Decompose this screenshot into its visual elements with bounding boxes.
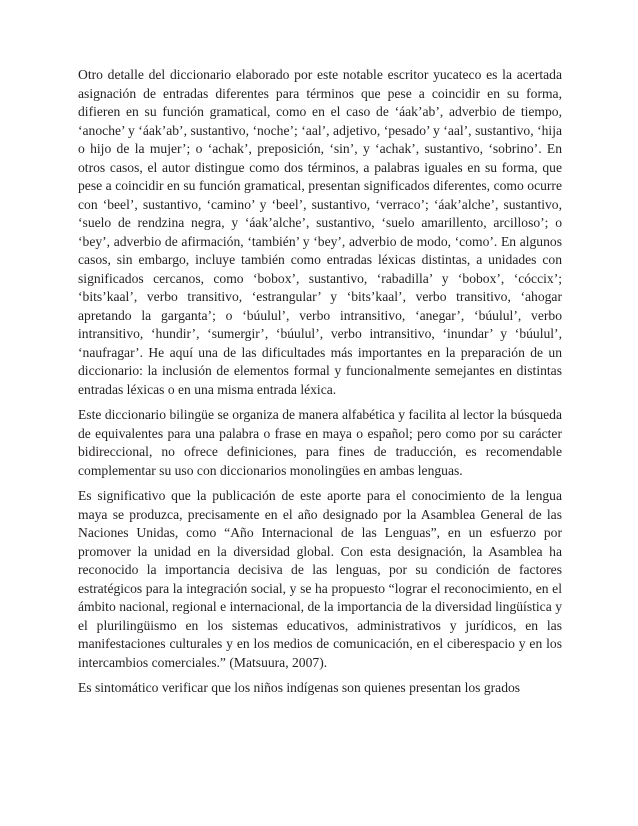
document-page	[78, 66, 562, 705]
paragraph-dictionary-entries: Otro detalle del diccionario elaborado por este notable escritor yucateco es la acertada asignación de entradas diferentes para términos que pese a coincidir en su forma, difieren en su función gramatical, como en el caso de ‘áak’ab’, adverbio de tiempo, ‘anoche’ y ‘áak’ab’, sustantivo, ‘noche’; ‘aal’, adjetivo, ‘pesado’ y ‘aal’, sustantivo, ‘hija o hijo de la mujer’; o ‘achak’, preposición, ‘sin’, y ‘achak’, sustantivo, ‘sobrino’. En otros casos, el autor distingue como dos términos, a palabras iguales en su forma, que pese a coincidir en su función gramatical, presentan significados diferentes, como ocurre con ‘beel’, sustantivo, ‘camino’ y ‘beel’, sustantivo, ‘verraco’; ‘áak’alche’, sustantivo, ‘suelo de rendzina negra, y ‘áak’alche’, sustantivo, ‘suelo amarillento, arcilloso’; o ‘bey’, adverbio de afirmación, ‘también’ y ‘bey’, adverbio de modo, ‘como’. En algunos casos, sin embargo, incluye también como entradas léxicas distintas, a unidades con significados cercanos, como ‘bobox’, sustantivo, ‘rabadilla’ y ‘bobox’, ‘cóccix’; ‘bits’kaal’, verbo transitivo, ‘estrangular’ y ‘bits’kaal’, verbo transitivo, ‘ahogar apretando la garganta’; o ‘búulul’, verbo intransitivo, ‘anegar’, ‘búulul’, verbo intransitivo, ‘hundir’, ‘sumergir’, ‘búulul’, verbo intransitivo, ‘inundar’ y ‘búulul’, ‘naufragar’. He aquí una de las dificultades más importantes en la preparación de un diccionario: la inclusión de elementos formal y funcionalmente semejantes en distintas entradas léxicas o en una misma entrada léxica.	[78, 67, 562, 397]
paragraph-bilingual-organization: Este diccionario bilingüe se organiza de manera alfabética y facilita al lector la búsqueda de equivalentes para una palabra o frase en maya o español; pero como por su carácter bidireccional, no ofrece definiciones, para fines de traducción, es recomendable complementar su uso con diccionarios monolingües en ambas lenguas.	[78, 407, 562, 478]
paragraph-indigenous-children: Es sintomático verificar que los niños indígenas son quienes presentan los grados	[78, 680, 521, 695]
paragraph-year-of-languages: Es significativo que la publicación de este aporte para el conocimiento de la lengua maya se produzca, precisamente en el año designado por la Asamblea General de las Naciones Unidas, como “Año Internacional de las Lenguas”, en un esfuerzo por promover la unidad en la diversidad global. Con esta designación, la Asamblea ha reconocido la importancia decisiva de las lenguas, por su condición de factores estratégicos para la integración social, y se ha propuesto “lograr el reconocimiento, en el ámbito nacional, regional e internacional, de la importancia de la diversidad lingüística y el plurilingüismo en los sistemas educativos, administrativos y jurídicos, en las manifestaciones culturales y en los medios de comunicación, en el ciberespacio y en los intercambios comerciales.” (Matsuura, 2007).	[78, 488, 562, 670]
